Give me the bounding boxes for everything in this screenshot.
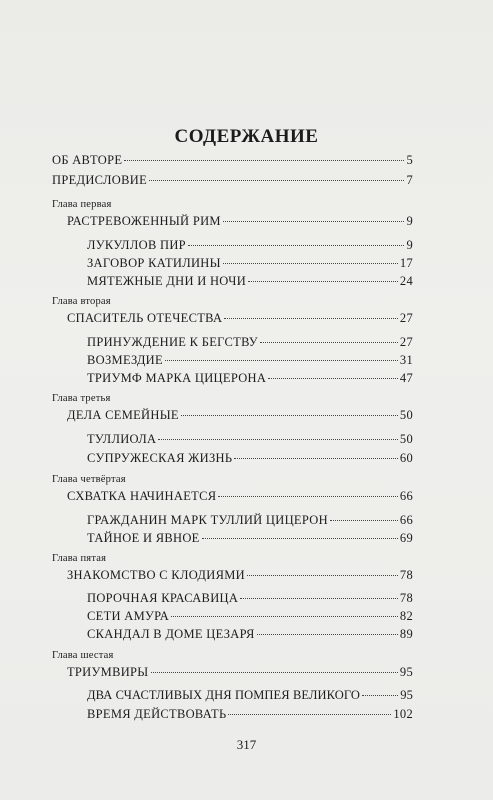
dot-leader [223,263,398,264]
toc-entry-text: МЯТЕЖНЫЕ ДНИ И НОЧИ [87,274,247,288]
toc-entry-page: 66 [399,513,413,527]
toc-entry-text: ВРЕМЯ ДЕЙСТВОВАТЬ [87,707,227,721]
toc-section [87,353,413,368]
toc-entry-page: 95 [399,665,413,679]
toc-entry-page: 78 [399,591,413,605]
chapter-label: Глава четвёртая [52,474,126,485]
dot-leader [247,575,398,576]
toc-entry-text: ТУЛЛИОЛА [87,432,157,446]
toc-entry-text: СЕТИ АМУРА [87,609,170,623]
dot-leader [149,180,404,181]
chapter-label: Глава шестая [52,650,114,661]
dot-leader [330,520,398,521]
dot-leader [223,221,405,222]
toc-entry-page: 66 [399,489,413,503]
chapter-label: Глава вторая [52,296,111,307]
toc-section [87,513,413,528]
dot-leader [188,245,405,246]
toc-section [87,627,413,642]
dot-leader [165,360,398,361]
dot-leader [362,695,398,696]
toc-entry-text: ВОЗМЕЗДИЕ [87,353,163,367]
toc-entry-page: 47 [399,371,413,385]
chapter-label: Глава первая [52,199,112,210]
toc-section [87,371,413,386]
toc-entry-about-author [52,153,413,168]
dot-leader [171,616,398,617]
toc-entry-text: ТАЙНОЕ И ЯВНОЕ [87,531,200,545]
toc-chapter-title [67,568,413,583]
toc-entry-page: 17 [399,256,413,270]
toc-entry-text: ТРИУМВИРЫ [67,665,149,679]
toc-entry-text: ЗАГОВОР КАТИЛИНЫ [87,256,221,270]
page-number: 317 [236,737,257,752]
toc-section [87,274,413,289]
toc-entry-text: ДЕЛА СЕМЕЙНЫЕ [67,408,179,422]
toc-entry-text: ДВА СЧАСТЛИВЫХ ДНЯ ПОМПЕЯ ВЕЛИКОГО [87,688,361,702]
dot-leader [218,496,398,497]
toc-entry-page: 69 [399,531,413,545]
dot-leader [181,415,398,416]
toc-section [87,335,413,350]
toc-chapter-title [67,489,413,504]
toc-entry-page: 82 [399,609,413,623]
toc-section [87,451,413,466]
toc-entry-page: 24 [399,274,413,288]
toc-section [87,238,413,253]
toc-section [87,432,413,447]
toc-entry-text: ПРИНУЖДЕНИЕ К БЕГСТВУ [87,335,258,349]
toc-entry-text: ОБ АВТОРЕ [52,153,123,167]
toc-entry-page: 31 [399,353,413,367]
toc-section [87,591,413,606]
toc-entry-page: 7 [406,173,413,187]
dot-leader [234,458,398,459]
toc-entry-page: 27 [399,311,413,325]
toc-entry-text: ЛУКУЛЛОВ ПИР [87,238,186,252]
toc-entry-text: ГРАЖДАНИН МАРК ТУЛЛИЙ ЦИЦЕРОН [87,513,328,527]
toc-entry-page: 78 [399,568,413,582]
toc-section [87,531,413,546]
toc-entry-text: ПОРОЧНАЯ КРАСАВИЦА [87,591,239,605]
dot-leader [224,318,398,319]
toc-entry-page: 50 [399,432,413,446]
dot-leader [228,714,391,715]
toc-entry-page: 102 [393,707,413,721]
toc-section [87,609,413,624]
dot-leader [240,598,398,599]
dot-leader [158,439,398,440]
toc-section [87,256,413,271]
dot-leader [260,342,398,343]
page-title: СОДЕРЖАНИЕ [174,126,319,147]
dot-leader [202,538,398,539]
toc-entry-page: 50 [399,408,413,422]
toc-chapter-title [67,408,413,423]
chapter-label: Глава пятая [52,553,107,564]
dot-leader [257,634,398,635]
chapter-label: Глава третья [52,393,111,404]
toc-entry-text: СХВАТКА НАЧИНАЕТСЯ [67,489,217,503]
toc-entry-text: ПРЕДИСЛОВИЕ [52,173,147,187]
toc-section [87,707,413,722]
toc-entry-text: СУПРУЖЕСКАЯ ЖИЗНЬ [87,451,233,465]
toc-chapter-title [67,311,413,326]
toc-chapter-title [67,214,413,229]
toc-entry-text: РАСТРЕВОЖЕННЫЙ РИМ [67,214,221,228]
toc-entry-page: 27 [399,335,413,349]
toc-entry-page: 95 [400,688,413,702]
toc-entry-text: ТРИУМФ МАРКА ЦИЦЕРОНА [87,371,267,385]
toc-entry-page: 9 [406,238,413,252]
toc-entry-preface [52,173,413,188]
dot-leader [124,160,404,161]
toc-entry-text: СКАНДАЛ В ДОМЕ ЦЕЗАРЯ [87,627,255,641]
toc-section [87,688,413,703]
toc-entry-page: 5 [406,153,413,167]
toc-entry-text: ЗНАКОМСТВО С КЛОДИЯМИ [67,568,245,582]
dot-leader [151,672,398,673]
dot-leader [268,378,398,379]
toc-chapter-title [67,665,413,680]
toc-entry-page: 9 [406,214,413,228]
toc-entry-page: 60 [399,451,413,465]
toc-entry-text: СПАСИТЕЛЬ ОТЕЧЕСТВА [67,311,223,325]
toc-entry-page: 89 [399,627,413,641]
dot-leader [248,281,398,282]
